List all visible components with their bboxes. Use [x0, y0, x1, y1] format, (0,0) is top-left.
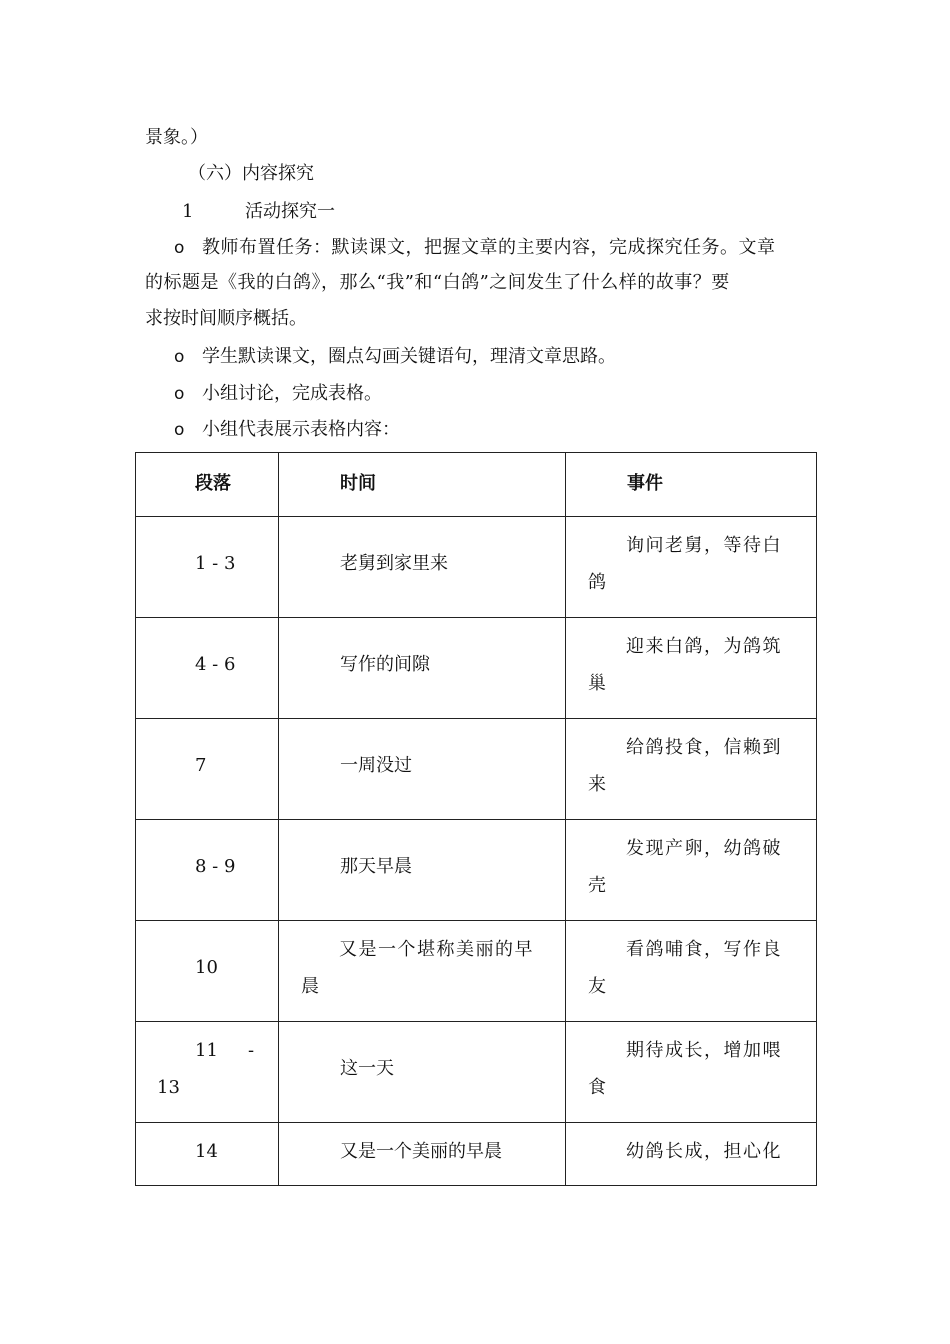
- table-row: [136, 618, 817, 719]
- event-cell: [566, 517, 817, 618]
- table-row: [136, 719, 817, 820]
- event-text: 看鸽哺食，写作良友: [588, 939, 782, 997]
- table-row: [136, 820, 817, 921]
- header-paragraph: 段落: [195, 473, 231, 494]
- events-table: [135, 452, 817, 1186]
- time-cell: [279, 1022, 566, 1123]
- event-cell: [566, 719, 817, 820]
- header-cell-paragraph: [136, 453, 279, 517]
- time-text: 一周没过: [340, 755, 412, 776]
- paragraph-cell: [136, 719, 279, 820]
- paragraph-cell: [136, 517, 279, 618]
- paragraph-cell: [136, 618, 279, 719]
- paragraph-range: 8 - 9: [195, 856, 236, 877]
- paragraph-cell: [136, 1123, 279, 1186]
- activity-number: 1: [182, 201, 194, 222]
- paragraph-range: 1 - 3: [195, 553, 236, 574]
- paragraph-range: 10: [195, 957, 218, 978]
- time-cell: [279, 618, 566, 719]
- bullet-marker: o: [174, 420, 185, 440]
- table-row: [136, 1123, 817, 1186]
- paragraph-range-end: 13: [157, 1077, 180, 1098]
- bullet-2-text: 学生默读课文，圈点勾画关键语句，理清文章思路。: [202, 346, 616, 367]
- event-text: 给鸽投食，信赖到来: [588, 737, 782, 795]
- time-cell: [279, 719, 566, 820]
- paragraph-range-start: 11: [195, 1040, 218, 1061]
- table-row: [136, 517, 817, 618]
- time-text: 这一天: [340, 1058, 394, 1079]
- bullet-marker: o: [174, 347, 185, 367]
- bullet-marker: o: [174, 238, 185, 258]
- time-cell: [279, 820, 566, 921]
- bullet-4-text: 小组代表展示表格内容：: [202, 419, 400, 440]
- bullet-marker: o: [174, 384, 185, 404]
- time-text: 那天早晨: [340, 856, 412, 877]
- header-time: 时间: [340, 473, 376, 494]
- paragraph-cell: [136, 1022, 279, 1123]
- bullet-3-text: 小组讨论，完成表格。: [202, 383, 382, 404]
- event-cell: [566, 820, 817, 921]
- paragraph-range: 7: [195, 755, 207, 776]
- table-header-row: [136, 453, 817, 517]
- paragraph-range-dash: -: [248, 1040, 255, 1061]
- paragraph-cell: [136, 820, 279, 921]
- table-row: [136, 921, 817, 1022]
- bullet-1-line-3: 求按时间顺序概括。: [145, 308, 307, 329]
- time-text: 老舅到家里来: [340, 553, 448, 574]
- table-row: [136, 1022, 817, 1123]
- paragraph-range: 14: [195, 1141, 218, 1162]
- event-cell: [566, 1022, 817, 1123]
- paragraph-cell: [136, 921, 279, 1022]
- event-text: 迎来白鸽，为鸽筑巢: [588, 636, 782, 694]
- time-text: 又是一个堪称美丽的早晨: [301, 939, 534, 997]
- time-cell: [279, 921, 566, 1022]
- header-cell-event: [566, 453, 817, 517]
- time-cell: [279, 1123, 566, 1186]
- paragraph-range: 4 - 6: [195, 654, 236, 675]
- event-cell: [566, 1123, 817, 1186]
- event-text: 期待成长，增加喂食: [588, 1040, 782, 1098]
- event-cell: [566, 618, 817, 719]
- bullet-1-line-2: 的标题是《我的白鸽》，那么“我”和“白鸽”之间发生了什么样的故事？要: [145, 272, 730, 293]
- activity-title: 活动探究一: [245, 201, 335, 222]
- event-text: 询问老舅，等待白鸽: [588, 535, 782, 593]
- intro-tail-text: 景象。）: [145, 127, 208, 148]
- time-text: 写作的间隙: [340, 654, 430, 675]
- header-cell-time: [279, 453, 566, 517]
- time-cell: [279, 517, 566, 618]
- event-cell: [566, 921, 817, 1022]
- event-text: 幼鸽长成，担心化: [626, 1141, 782, 1162]
- header-event: 事件: [627, 473, 663, 494]
- bullet-1-line-1: 教师布置任务：默读课文，把握文章的主要内容，完成探究任务。文章: [202, 237, 776, 258]
- time-text: 又是一个美丽的早晨: [340, 1141, 502, 1162]
- event-text: 发现产卵，幼鸽破壳: [588, 838, 782, 896]
- section-title: （六）内容探究: [188, 163, 314, 184]
